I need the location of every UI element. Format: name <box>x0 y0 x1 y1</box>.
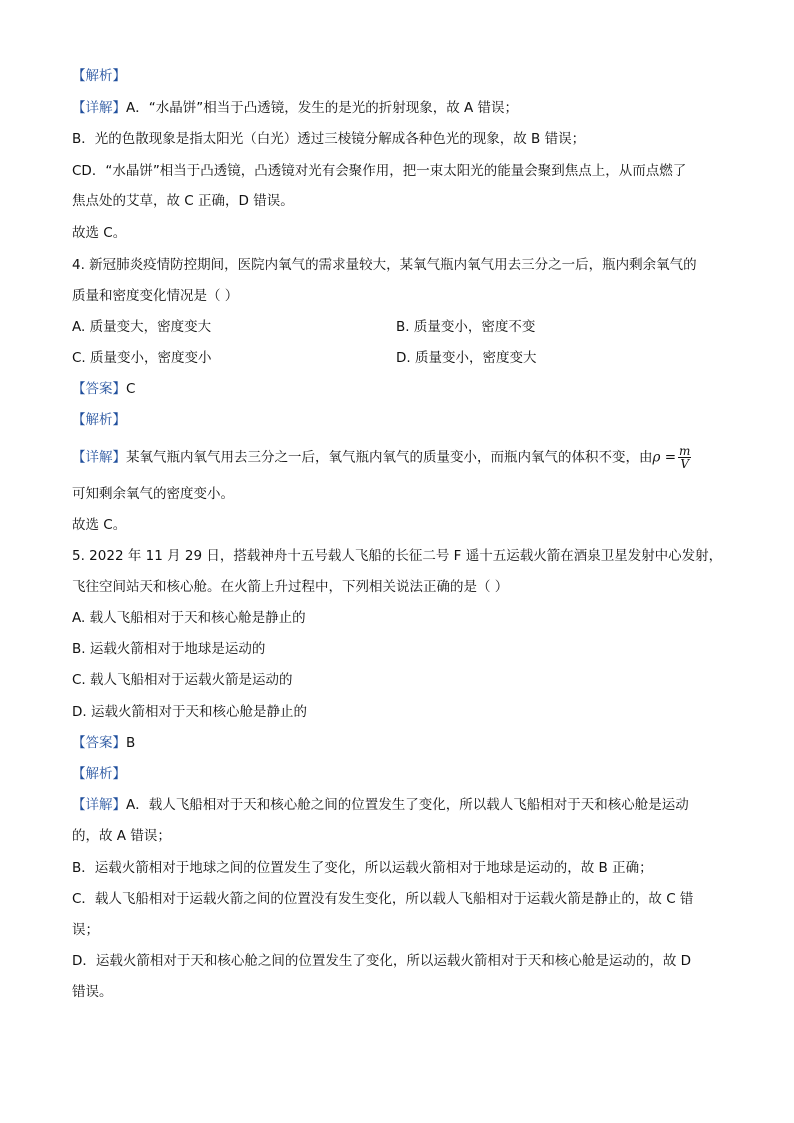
q5-stem-line-2: 飞往空间站天和核心舱。在火箭上升过程中，下列相关说法正确的是（ ） <box>72 579 509 595</box>
q5-detail-line-2: 的，故 A 错误； <box>72 828 171 844</box>
q3-detail-line-4: 焦点处的艾草，故 C 正确，D 错误。 <box>72 193 294 209</box>
q4-answer-value: C <box>126 381 136 397</box>
q3-detail-line-2: B．光的色散现象是指太阳光（白光）透过三棱镜分解成各种色光的现象，故 B 错误； <box>72 131 586 147</box>
q4-formula-rho: ρ = <box>652 449 677 466</box>
q5-answer <box>72 734 135 752</box>
q4-detail-line-1 <box>72 445 691 470</box>
q5-detail-line-4: C．载人飞船相对于运载火箭之间的位置没有发生变化，所以载人飞船相对于运载火箭是静止的，故 C 错 <box>72 891 694 907</box>
q4-option-b: B. 质量变小，密度不变 <box>396 319 536 335</box>
q4-conclusion: 故选 C。 <box>72 517 127 533</box>
q5-detail-line-5: 误； <box>72 922 99 938</box>
q5-detail-line-1 <box>72 796 689 814</box>
q5-stem-line-1: 5. 2022 年 11 月 29 日，搭载神舟十五号载人飞船的长征二号 F 遥十五运载火箭在酒泉卫星发射中心发射， <box>72 548 723 564</box>
q5-option-b: B. 运载火箭相对于地球是运动的 <box>72 641 266 657</box>
q5-detail-line-7: 错误。 <box>72 984 113 1000</box>
q4-stem-line-2: 质量和密度变化情况是（ ） <box>72 288 239 304</box>
q4-formula-denominator: V <box>680 457 690 471</box>
q5-detail-label: 【详解】 <box>72 797 126 813</box>
q3-detail-text-1: A．“水晶饼”相当于凸透镜，发生的是光的折射现象，故 A 错误； <box>126 100 519 116</box>
q3-detail-label: 【详解】 <box>72 100 126 116</box>
q5-analysis-label: 【解析】 <box>72 766 126 782</box>
q5-answer-label: 【答案】 <box>72 735 126 751</box>
q3-analysis-label: 【解析】 <box>72 68 126 84</box>
q4-formula-fraction <box>678 445 691 470</box>
q5-detail-line-3: B．运载火箭相对于地球之间的位置发生了变化，所以运载火箭相对于地球是运动的，故 B 正确； <box>72 860 653 876</box>
q4-option-c: C. 质量变小，密度变小 <box>72 350 212 366</box>
q4-stem-line-1: 4. 新冠肺炎疫情防控期间，医院内氧气的需求量较大，某氧气瓶内氧气用去三分之一后，瓶内剩余氧气的 <box>72 257 697 273</box>
q5-option-c: C. 载人飞船相对于运载火箭是运动的 <box>72 672 293 688</box>
q3-detail-line-3: CD．“水晶饼”相当于凸透镜，凸透镜对光有会聚作用，把一束太阳光的能量会聚到焦点上，从而点燃了 <box>72 163 687 179</box>
q4-answer <box>72 380 135 398</box>
q3-conclusion: 故选 C。 <box>72 225 127 241</box>
q4-detail-text-1: 某氧气瓶内氧气用去三分之一后，氧气瓶内氧气的质量变小，而瓶内氧气的体积不变，由 <box>126 449 653 466</box>
q4-option-a: A. 质量变大，密度变大 <box>72 319 212 335</box>
q4-option-d: D. 质量变小，密度变大 <box>396 350 537 366</box>
q3-detail-line-1 <box>72 99 518 117</box>
q4-detail-line-2: 可知剩余氧气的密度变小。 <box>72 486 234 502</box>
q4-formula-numerator: m <box>679 444 691 458</box>
q5-detail-text-1: A．载人飞船相对于天和核心舱之间的位置发生了变化，所以载人飞船相对于天和核心舱是运动 <box>126 797 689 813</box>
q4-detail-label: 【详解】 <box>72 449 126 466</box>
q5-answer-value: B <box>126 735 136 751</box>
q5-option-d: D. 运载火箭相对于天和核心舱是静止的 <box>72 704 307 720</box>
q5-option-a: A. 载人飞船相对于天和核心舱是静止的 <box>72 610 306 626</box>
q4-answer-label: 【答案】 <box>72 381 126 397</box>
q4-analysis-label: 【解析】 <box>72 412 126 428</box>
q5-detail-line-6: D．运载火箭相对于天和核心舱之间的位置发生了变化，所以运载火箭相对于天和核心舱是运动的，故 D <box>72 953 692 969</box>
